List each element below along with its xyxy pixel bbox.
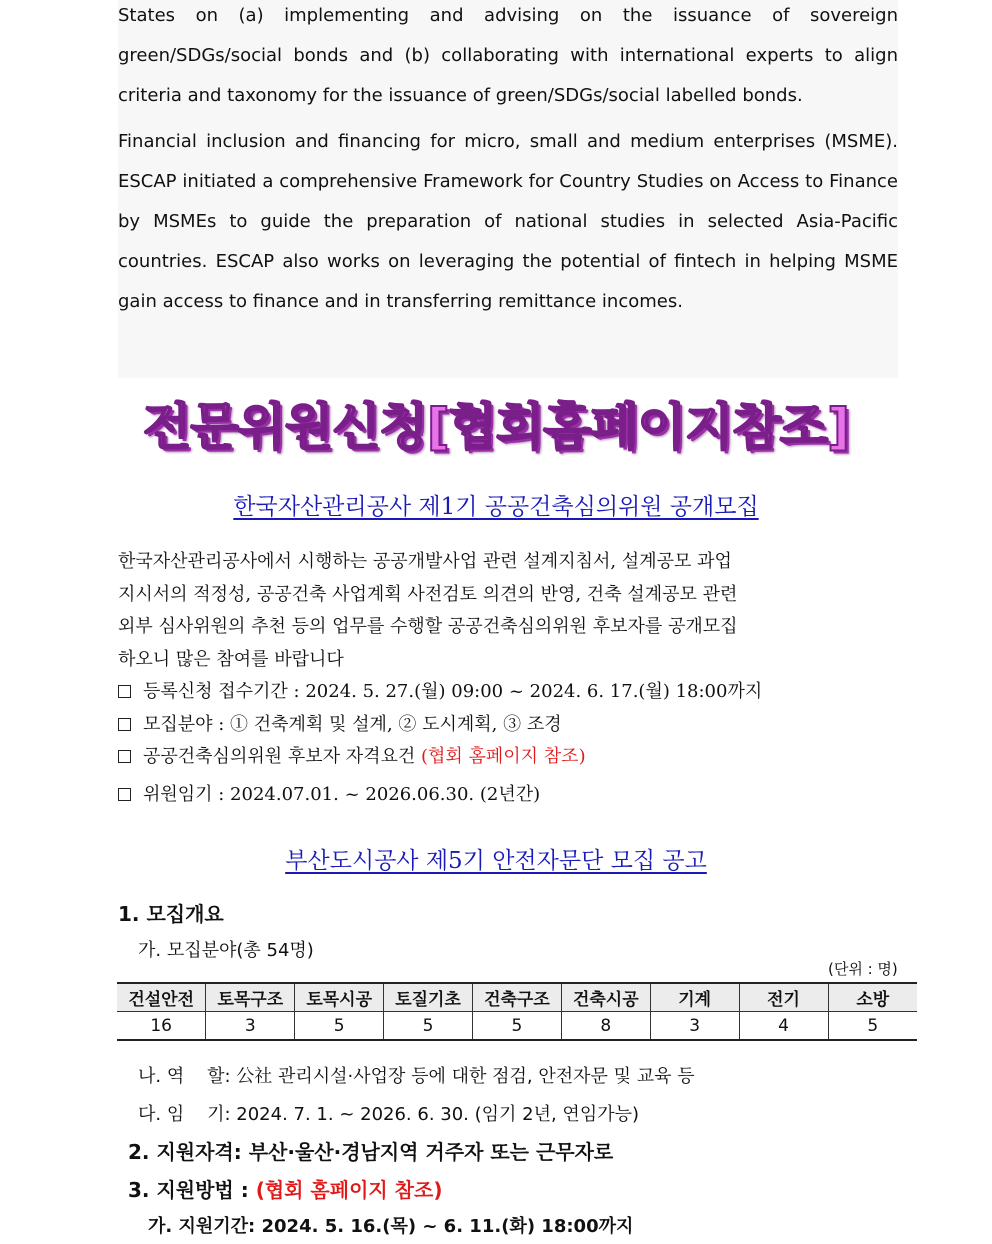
expert-application-banner: 전문위원신청[협회홈페이지참조] <box>143 398 849 456</box>
kamco-title: 한국자산관리공사 제1기 공공건축심의위원 공개모집 <box>233 494 759 520</box>
table-cell: 8 <box>561 1012 650 1041</box>
busan-sub-ga: 가. 모집분야(총 54명) <box>138 940 314 961</box>
kamco-item-text: 모집분야 : ① 건축계획 및 설계, ② 도시계획, ③ 조경 <box>143 713 562 735</box>
kamco-intro-line: 외부 심사위원의 추천 등의 업무를 수행할 공공건축심의위원 후보자를 공개모집 <box>118 616 738 637</box>
table-header: 토목시공 <box>295 983 384 1012</box>
recruitment-table <box>117 982 917 1041</box>
busan-sub-ga2: 가. 지원기간: 2024. 5. 16.(목) ~ 6. 11.(화) 18:00까지 <box>148 1216 634 1237</box>
table-cell: 5 <box>828 1012 917 1041</box>
section-3-label: 3. 지원방법 : <box>128 1178 256 1202</box>
kamco-item <box>118 779 762 812</box>
english-paragraph-1: States on (a) implementing and advising on the issuance of sovereign green/SDGs/social bonds and (b) collaborating with international experts to align criteria and taxonomy for the issuance of green/SDGs/social labelled bonds. <box>118 5 898 106</box>
checkbox-icon <box>118 750 131 763</box>
busan-title: 부산도시공사 제5기 안전자문단 모집 공고 <box>285 848 707 874</box>
table-cell: 5 <box>384 1012 473 1041</box>
table-cell: 4 <box>739 1012 828 1041</box>
table-header: 토질기초 <box>384 983 473 1012</box>
unit-note: (단위 : 명) <box>828 960 898 978</box>
checkbox-icon <box>118 788 131 801</box>
busan-sub-da: 다. 임 기: 2024. 7. 1. ~ 2026. 6. 30. (임기 2년, 연임가능) <box>138 1104 639 1125</box>
checkbox-icon <box>118 718 131 731</box>
busan-section-2: 2. 지원자격: 부산·울산·경남지역 거주자 또는 근무자로 <box>128 1140 614 1164</box>
kamco-item <box>118 676 762 709</box>
kamco-intro-line: 한국자산관리공사에서 시행하는 공공개발사업 관련 설계지침서, 설계공모 과업 <box>118 551 732 572</box>
table-header: 소방 <box>828 983 917 1012</box>
table-header: 건설안전 <box>117 983 206 1012</box>
kamco-item-text: 공공건축심의위원 후보자 자격요건 <box>143 746 416 767</box>
english-text-block <box>118 0 898 378</box>
table-header: 토목구조 <box>206 983 295 1012</box>
checkbox-icon <box>118 685 131 698</box>
kamco-item-note: (협회 홈페이지 참조) <box>421 746 586 767</box>
kamco-item-text: 등록신청 접수기간 : 2024. 5. 27.(월) 09:00 ~ 2024. 6. 17.(월) 18:00까지 <box>143 681 763 702</box>
table-row <box>117 1012 917 1041</box>
table-header: 기계 <box>650 983 739 1012</box>
kamco-item <box>118 709 762 742</box>
busan-section-1: 1. 모집개요 <box>118 902 224 926</box>
table-header: 건축구조 <box>473 983 562 1012</box>
table-cell: 5 <box>295 1012 384 1041</box>
table-header: 건축시공 <box>561 983 650 1012</box>
table-cell: 16 <box>117 1012 206 1041</box>
table-cell: 3 <box>650 1012 739 1041</box>
section-3-note: (협회 홈페이지 참조) <box>255 1178 443 1202</box>
kamco-intro-line: 지시서의 적정성, 공공건축 사업계획 사전검토 의견의 반영, 건축 설계공모 관련 <box>118 583 738 605</box>
kamco-intro-line: 하오니 많은 참여를 바랍니다 <box>118 648 344 670</box>
busan-section-3 <box>128 1174 442 1203</box>
kamco-item-text: 위원임기 : 2024.07.01. ~ 2026.06.30. (2년간) <box>143 783 541 805</box>
table-cell: 3 <box>206 1012 295 1041</box>
kamco-item <box>118 741 762 774</box>
table-cell: 5 <box>473 1012 562 1041</box>
kamco-body <box>118 546 762 811</box>
table-header-row <box>117 983 917 1012</box>
busan-sub-na: 나. 역 할: 公社 관리시설·사업장 등에 대한 점검, 안전자문 및 교육 등 <box>138 1066 695 1087</box>
english-paragraph-2: Financial inclusion and financing for micro, small and medium enterprises (MSME). ESCAP initiated a comprehensive Framework for Country Studies on Access to Finance by MSMEs to guide the preparation of national studies in selected Asia-Pacific countries. ESCAP also works on leveraging the potential of fintech in helping MSME gain access to finance and in transferring remittance incomes. <box>118 131 898 312</box>
table-header: 전기 <box>739 983 828 1012</box>
